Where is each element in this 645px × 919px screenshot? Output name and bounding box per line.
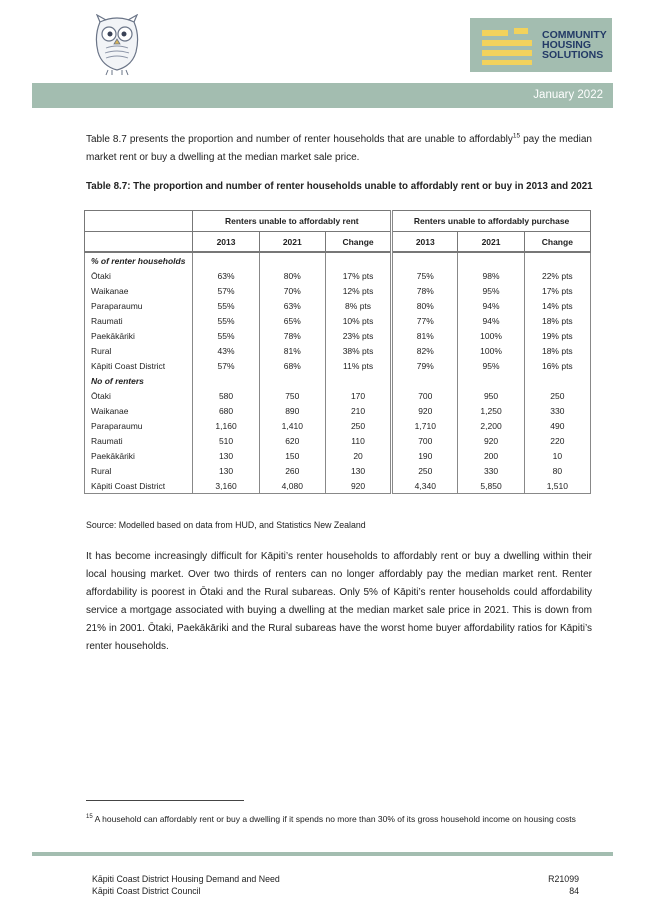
group-header-purchase: Renters unable to affordably purchase — [392, 211, 591, 232]
row-label: Waikanae — [85, 403, 193, 418]
empty-cell — [193, 252, 259, 268]
table-row — [85, 358, 591, 373]
col-header: 2013 — [193, 232, 259, 253]
table-cell: 70% — [259, 283, 325, 298]
empty-cell — [325, 373, 391, 388]
table-cell: 22% pts — [524, 268, 590, 283]
table-cell: 12% pts — [325, 283, 391, 298]
table-corner-2 — [85, 232, 193, 253]
table-cell: 14% pts — [524, 298, 590, 313]
footer-left — [92, 873, 280, 897]
footnote-ref: 15 — [512, 132, 521, 140]
intro-text: Table 8.7 presents the proportion and number of renter households that are unable to affordably — [86, 134, 513, 145]
table-cell: 950 — [458, 388, 524, 403]
table-cell: 1,410 — [259, 418, 325, 433]
table-cell: 82% — [392, 343, 458, 358]
row-label: Kāpiti Coast District — [85, 358, 193, 373]
row-label: Kāpiti Coast District — [85, 478, 193, 494]
table-cell: 5,850 — [458, 478, 524, 494]
table-cell: 95% — [458, 358, 524, 373]
table-cell: 20 — [325, 448, 391, 463]
table-cell: 38% pts — [325, 343, 391, 358]
table-cell: 1,510 — [524, 478, 590, 494]
col-header: 2013 — [392, 232, 458, 253]
table-row — [85, 328, 591, 343]
table-cell: 4,340 — [392, 478, 458, 494]
logo-text — [542, 30, 607, 60]
table-cell: 78% — [392, 283, 458, 298]
table-cell: 330 — [524, 403, 590, 418]
table-cell: 10 — [524, 448, 590, 463]
owl-illustration — [92, 14, 142, 76]
empty-cell — [392, 252, 458, 268]
table-cell: 220 — [524, 433, 590, 448]
row-label: Paraparaumu — [85, 298, 193, 313]
table-cell: 77% — [392, 313, 458, 328]
table-title: Table 8.7: The proportion and number of renter households unable to affordably rent or buy in 2013 and 2021 — [86, 181, 593, 192]
footer-band — [32, 852, 613, 856]
table-cell: 330 — [458, 463, 524, 478]
affordability-table — [84, 210, 591, 494]
table-cell: 250 — [392, 463, 458, 478]
table-corner — [85, 211, 193, 232]
table-cell: 17% pts — [325, 268, 391, 283]
empty-cell — [458, 252, 524, 268]
table-cell: 79% — [392, 358, 458, 373]
table-cell: 55% — [193, 298, 259, 313]
table-cell: 19% pts — [524, 328, 590, 343]
footer-report-title: Kāpiti Coast District Housing Demand and Need — [92, 874, 280, 884]
header-band — [32, 83, 613, 108]
table-cell: 57% — [193, 283, 259, 298]
logo-line-1: COMMUNITY — [542, 29, 607, 41]
table-row — [85, 313, 591, 328]
empty-cell — [193, 373, 259, 388]
row-label: Raumati — [85, 313, 193, 328]
row-label: Paraparaumu — [85, 418, 193, 433]
table-cell: 260 — [259, 463, 325, 478]
col-header: 2021 — [259, 232, 325, 253]
intro-paragraph — [86, 131, 592, 167]
footnote-text: A household can affordably rent or buy a dwelling if it spends no more than 30% of its gross household income on housing costs — [92, 813, 576, 824]
table-cell: 3,160 — [193, 478, 259, 494]
table-cell: 130 — [193, 448, 259, 463]
table-cell: 210 — [325, 403, 391, 418]
table-row — [85, 298, 591, 313]
table-cell: 680 — [193, 403, 259, 418]
row-label: Rural — [85, 343, 193, 358]
table-cell: 4,080 — [259, 478, 325, 494]
empty-cell — [259, 252, 325, 268]
table-source: Source: Modelled based on data from HUD, and Statistics New Zealand — [86, 520, 366, 530]
group-header-rent: Renters unable to affordably rent — [193, 211, 392, 232]
table-cell: 110 — [325, 433, 391, 448]
table-cell: 2,200 — [458, 418, 524, 433]
col-header: Change — [325, 232, 391, 253]
table-cell: 80 — [524, 463, 590, 478]
table-cell: 190 — [392, 448, 458, 463]
table-row — [85, 403, 591, 418]
empty-cell — [325, 252, 391, 268]
table-cell: 8% pts — [325, 298, 391, 313]
table-cell: 63% — [193, 268, 259, 283]
logo-line-3: SOLUTIONS — [542, 49, 604, 61]
table-row — [85, 388, 591, 403]
table-row — [85, 418, 591, 433]
table-cell: 170 — [325, 388, 391, 403]
table-cell: 80% — [259, 268, 325, 283]
table-cell: 57% — [193, 358, 259, 373]
table-cell: 65% — [259, 313, 325, 328]
table-cell: 80% — [392, 298, 458, 313]
empty-cell — [259, 373, 325, 388]
footnote-divider — [86, 800, 244, 801]
footer-report-code: R21099 — [548, 874, 579, 884]
table-row — [85, 478, 591, 494]
footnote — [86, 810, 592, 827]
table-cell: 890 — [259, 403, 325, 418]
table-cell: 94% — [458, 298, 524, 313]
table-cell: 200 — [458, 448, 524, 463]
table-row — [85, 448, 591, 463]
table-cell: 920 — [325, 478, 391, 494]
empty-cell — [524, 373, 590, 388]
table-cell: 55% — [193, 313, 259, 328]
row-label: Ōtaki — [85, 268, 193, 283]
table-cell: 43% — [193, 343, 259, 358]
table-cell: 95% — [458, 283, 524, 298]
section-label: No of renters — [85, 373, 193, 388]
page-number: 84 — [569, 886, 579, 896]
row-label: Paekākāriki — [85, 448, 193, 463]
table-cell: 11% pts — [325, 358, 391, 373]
table-cell: 94% — [458, 313, 524, 328]
table-cell: 700 — [392, 433, 458, 448]
col-header: 2021 — [458, 232, 524, 253]
table-cell: 130 — [325, 463, 391, 478]
section-label: % of renter households — [85, 252, 193, 268]
table-cell: 55% — [193, 328, 259, 343]
table-cell: 700 — [392, 388, 458, 403]
row-label: Rural — [85, 463, 193, 478]
table-cell: 16% pts — [524, 358, 590, 373]
body-paragraph: It has become increasingly difficult for Kāpiti’s renter households to affordably rent or buy a dwelling within their local housing market. Over two thirds of renters can no longer affordably pay the median market rent. Renter affordability is poorest in Ōtaki and the Rural subareas. Only 5% of Kāpiti’s renter households could affordability service a mortgage associated with buying a dwelling at the median market sale price in 2021. This is down from 21% in 2001. Ōtaki, Paekākāriki and the Rural subareas have the worst home buyer affordability ratios for Kāpiti’s renter households. — [86, 551, 592, 652]
table-cell: 920 — [458, 433, 524, 448]
logo-line-2: HOUSING — [542, 39, 592, 51]
intro-text-cont: pay the median market rent or buy a dwelling at the median market sale price. — [86, 134, 592, 163]
section-row — [85, 252, 591, 268]
row-label: Raumati — [85, 433, 193, 448]
table-cell: 18% pts — [524, 343, 590, 358]
footer-right — [548, 873, 579, 897]
empty-cell — [392, 373, 458, 388]
table-cell: 920 — [392, 403, 458, 418]
table-body — [85, 252, 591, 494]
table-cell: 81% — [259, 343, 325, 358]
table-row — [85, 433, 591, 448]
table-row — [85, 283, 591, 298]
table-cell: 68% — [259, 358, 325, 373]
table-cell: 580 — [193, 388, 259, 403]
table-cell: 81% — [392, 328, 458, 343]
table-cell: 1,160 — [193, 418, 259, 433]
table-cell: 750 — [259, 388, 325, 403]
empty-cell — [458, 373, 524, 388]
table-row — [85, 268, 591, 283]
table-cell: 490 — [524, 418, 590, 433]
table-cell: 98% — [458, 268, 524, 283]
table-cell: 18% pts — [524, 313, 590, 328]
row-label: Ōtaki — [85, 388, 193, 403]
table-row — [85, 343, 591, 358]
table-cell: 1,710 — [392, 418, 458, 433]
table-cell: 10% pts — [325, 313, 391, 328]
empty-cell — [524, 252, 590, 268]
row-label: Paekākāriki — [85, 328, 193, 343]
table-cell: 17% pts — [524, 283, 590, 298]
section-row — [85, 373, 591, 388]
community-housing-solutions-logo — [470, 18, 612, 72]
table-cell: 130 — [193, 463, 259, 478]
table-cell: 510 — [193, 433, 259, 448]
table-cell: 78% — [259, 328, 325, 343]
col-header: Change — [524, 232, 590, 253]
table-cell: 75% — [392, 268, 458, 283]
table-cell: 100% — [458, 328, 524, 343]
table-cell: 100% — [458, 343, 524, 358]
table-cell: 250 — [325, 418, 391, 433]
table-cell: 1,250 — [458, 403, 524, 418]
footnote-number: 15 — [86, 814, 93, 820]
house-bars-icon — [478, 26, 536, 66]
table-cell: 620 — [259, 433, 325, 448]
table-cell: 250 — [524, 388, 590, 403]
footer-council: Kāpiti Coast District Council — [92, 886, 201, 896]
table-row — [85, 463, 591, 478]
header-date: January 2022 — [533, 89, 603, 101]
table-cell: 23% pts — [325, 328, 391, 343]
table-cell: 150 — [259, 448, 325, 463]
table-cell: 63% — [259, 298, 325, 313]
row-label: Waikanae — [85, 283, 193, 298]
